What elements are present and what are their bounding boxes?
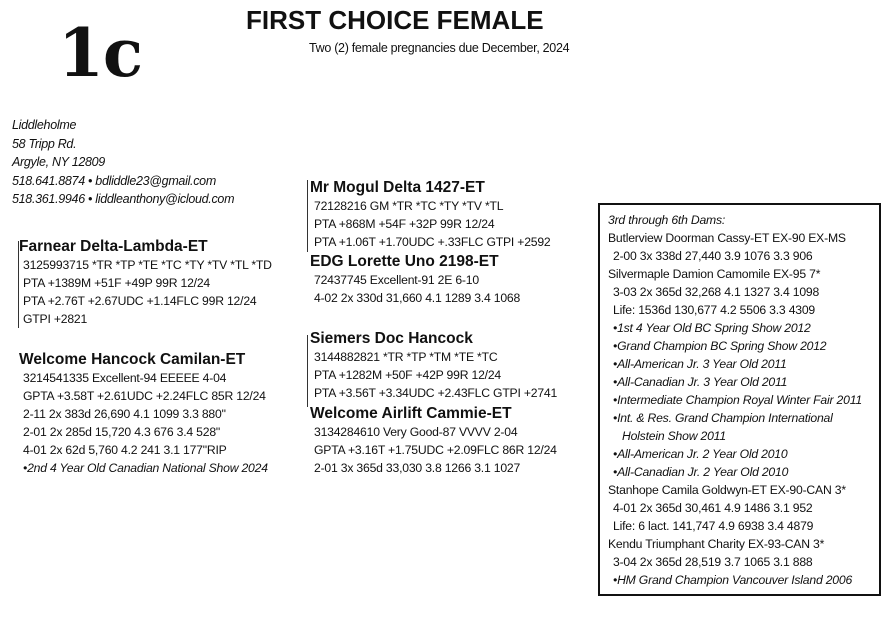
sire-sire-line: PTA +868M +54F +32P 99R 12/24 [314,217,495,231]
consignor-address: 58 Tripp Rd. [12,136,77,151]
sire-line: 3125993715 *TR *TP *TE *TC *TY *TV *TL *TD [23,258,272,272]
dam-name: Welcome Hancock Camilan-ET [19,351,246,368]
sire-sire-line: 72128216 GM *TR *TC *TY *TV *TL [314,199,504,213]
dam-dam-name: Welcome Airlift Cammie-ET [310,405,512,422]
ancestry-line: •All-Canadian Jr. 2 Year Old 2010 [613,465,789,479]
dam-entry [19,350,268,477]
consignor-block [12,116,234,209]
dam-line: GPTA +3.58T +2.61UDC +2.24FLC 85R 12/24 [23,389,266,403]
dam-sire-bracket [307,335,308,407]
dam-line: 3214541335 Excellent-94 EEEEE 4-04 [23,371,227,385]
dam-dam-line: 2-01 3x 365d 33,030 3.8 1266 3.1 1027 [314,461,521,475]
ancestry-heading: 3rd through 6th Dams: [608,213,726,227]
ancestry-line: Kendu Triumphant Charity EX-93-CAN 3* [608,537,825,551]
dam-dam-line: GPTA +3.16T +1.75UDC +2.09FLC 86R 12/24 [314,443,557,457]
ancestry-line: Silvermaple Damion Camomile EX-95 7* [608,267,821,281]
sire-sire-bracket [307,180,308,252]
dam-dam-entry [310,404,557,477]
ancestry-line: •All-Canadian Jr. 3 Year Old 2011 [613,375,788,389]
sire-dam-name: EDG Lorette Uno 2198-ET [310,253,499,270]
ancestry-line: 3-03 2x 365d 32,268 4.1 1327 3.4 1098 [613,285,820,299]
consignor-contact-2: 518.361.9946 • liddleanthony@icloud.com [12,192,235,206]
dam-line: 4-01 2x 62d 5,760 4.2 241 3.1 177"RIP [23,443,227,457]
ancestry-line: •Intermediate Champion Royal Winter Fair 2011 [613,393,862,407]
ancestry-line: •Int. & Res. Grand Champion International [613,411,833,425]
ancestry-line: •1st 4 Year Old BC Spring Show 2012 [613,321,811,335]
ancestry-line: •All-American Jr. 3 Year Old 2011 [613,357,787,371]
dam-line: 2-11 2x 383d 26,690 4.1 1099 3.3 880" [23,407,226,421]
ancestry-box [598,203,881,596]
ancestry-line: 2-00 3x 338d 27,440 3.9 1076 3.3 906 [613,249,813,263]
consignor-name: Liddleholme [12,118,77,132]
sire-entry [19,237,272,328]
dam-sire-line: 3144882821 *TR *TP *TM *TE *TC [314,350,498,364]
dam-sire-name: Siemers Doc Hancock [310,330,473,347]
dam-sire-line: PTA +3.56T +3.34UDC +2.43FLC GTPI +2741 [314,386,558,400]
ancestry-line: Life: 1536d 130,677 4.2 5506 3.3 4309 [613,303,816,317]
sire-dam-entry [310,252,520,307]
dam-line: 2-01 2x 285d 15,720 4.3 676 3.4 528" [23,425,221,439]
dam-sire-entry [310,329,557,402]
consignor-contact-1: 518.641.8874 • bdliddle23@gmail.com [12,173,216,188]
sire-sire-line: PTA +1.06T +1.70UDC +.33FLC GTPI +2592 [314,235,551,249]
lot-number: 1c [58,14,143,92]
sire-line: PTA +1389M +51F +49P 99R 12/24 [23,276,210,290]
dam-sire-line: PTA +1282M +50F +42P 99R 12/24 [314,368,501,382]
sire-line: GTPI +2821 [23,312,88,326]
ancestry-list [608,229,879,589]
ancestry-line: 4-01 2x 365d 30,461 4.9 1486 3.1 952 [613,501,813,515]
consignor-city: Argyle, NY 12809 [12,155,105,169]
page-subtitle: Two (2) female pregnancies due December, 2024 [309,41,570,55]
page-title: FIRST CHOICE FEMALE [246,5,544,35]
dam-award: •2nd 4 Year Old Canadian National Show 2024 [23,461,268,475]
dam-dam-line: 3134284610 Very Good-87 VVVV 2-04 [314,425,518,439]
ancestry-line: Stanhope Camila Goldwyn-ET EX-90-CAN 3* [608,483,846,497]
ancestry-line: •HM Grand Champion Vancouver Island 2006 [613,573,853,587]
ancestry-line: Butlerview Doorman Cassy-ET EX-90 EX-MS [608,231,846,245]
ancestry-line: Holstein Show 2011 [622,429,726,443]
sire-sire-entry [310,178,551,251]
sire-name: Farnear Delta-Lambda-ET [19,238,208,255]
sire-line: PTA +2.76T +2.67UDC +1.14FLC 99R 12/24 [23,294,257,308]
ancestry-line: 3-04 2x 365d 28,519 3.7 1065 3.1 888 [613,555,813,569]
ancestry-line: •All-American Jr. 2 Year Old 2010 [613,447,788,461]
sire-dam-line: 4-02 2x 330d 31,660 4.1 1289 3.4 1068 [314,291,521,305]
sire-dam-line: 72437745 Excellent-91 2E 6-10 [314,273,479,287]
ancestry-line: •Grand Champion BC Spring Show 2012 [613,339,827,353]
sire-sire-name: Mr Mogul Delta 1427-ET [310,179,485,196]
ancestry-line: Life: 6 lact. 141,747 4.9 6938 3.4 4879 [613,519,814,533]
